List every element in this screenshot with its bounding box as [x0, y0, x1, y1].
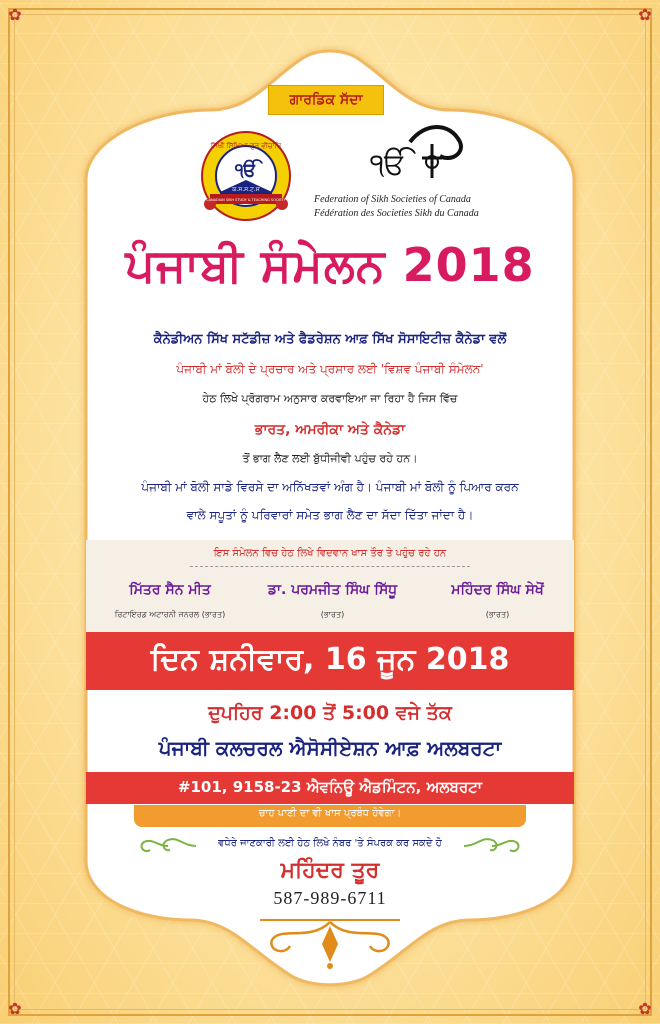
khanda-icon [300, 122, 520, 192]
refreshments-note: ਚਾਹ ਪਾਣੀ ਦਾ ਵੀ ਖਾਸ ਪ੍ਰਬੰਧ ਹੋਵੇਗਾ। [258, 808, 402, 819]
corner-flower-icon: ✿ [8, 999, 22, 1018]
logo-band-text: CANADIAN SIKH STUDY & TEACHING SOCIETY [206, 198, 286, 202]
corner-flower-icon: ✿ [638, 5, 652, 24]
intro-line-countries: ਭਾਰਤ, ਅਮਰੀਕਾ ਅਤੇ ਕੈਨੇਡਾ [254, 422, 406, 438]
intro-line-heritage: ਪੰਜਾਬੀ ਮਾਂ ਬੋਲੀ ਸਾਡੇ ਵਿਰਸੇ ਦਾ ਅਨਿੱਖੜਵਾਂ ਅੰਗ ਹੈ। ਪੰਜਾਬੀ ਮਾਂ ਬੋਲੀ ਨੂੰ ਪਿਆਰ ਕਰਨ [141, 480, 519, 494]
society-logo [200, 130, 292, 222]
contact-phone: 587-989-6711 [273, 888, 387, 908]
contact-intro: ਵਧੇਰੇ ਜਾਣਕਾਰੀ ਲਈ ਹੇਠ ਲਿਖੇ ਨੰਬਰ 'ਤੇ ਸੰਪਰਕ ਕਰ ਸਕਦੇ ਹੋ [218, 838, 442, 849]
corner-flower-icon: ✿ [638, 999, 652, 1018]
guest-name: ਡਾ. ਪਰਮਜੀਤ ਸਿੰਘ ਸਿੱਧੂ [267, 582, 398, 598]
event-title: ਪੰਜਾਬੀ ਸੰਮੇਲਨ 2018 [125, 238, 535, 292]
intro-line-organizers: ਕੈਨੇਡੀਅਨ ਸਿੱਖ ਸਟੱਡੀਜ਼ ਅਤੇ ਫੈਡਰੇਸ਼ਨ ਆਫ਼ ਸਿੱਖ ਸੋਸਾਇਟੀਜ਼ ਕੈਨੇਡਾ ਵਲੋਂ [153, 332, 507, 347]
guest-title: (ਭਾਰਤ) [485, 610, 510, 619]
federation-symbol: ੴ [370, 147, 407, 182]
guest-title: ਰਿਟਾਇਰਡ ਅਟਾਰਨੀ ਜਨਰਲ (ਭਾਰਤ) [114, 610, 226, 619]
intro-line-participants: ਤੋਂ ਭਾਗ ਲੈਣ ਲਈ ਬੁੱਧੀਜੀਵੀ ਪਹੁੰਚ ਰਹੇ ਹਨ। [242, 452, 418, 465]
event-venue: ਪੰਜਾਬੀ ਕਲਚਰਲ ਐਸੋਸੀਏਸ਼ਨ ਆਫ਼ ਅਲਬਰਟਾ [158, 736, 502, 760]
bottom-ornament-icon [250, 912, 410, 972]
federation-name-en: Federation of Sikh Societies of Canada [314, 194, 471, 205]
event-date: ਦਿਨ ਸ਼ਨੀਵਾਰ, 16 ਜੂਨ 2018 [150, 642, 510, 677]
guest-name: ਮਿੱਤਰ ਸੈਨ ਮੀਤ [129, 582, 211, 598]
event-address: #101, 9158-23 ਐਵਨਿਊ ਐਡਮਿੰਟਨ, ਅਲਬਰਟਾ [177, 778, 483, 796]
event-time: ਦੁਪਹਿਰ 2:00 ਤੋਂ 5:00 ਵਜੇ ਤੱਕ [208, 702, 452, 724]
guests-divider [190, 566, 470, 567]
invitation-badge: ਗਾਰਡਿਕ ਸੱਦਾ [268, 85, 384, 115]
contact-name: ਮਹਿੰਦਰ ਤੂਰ [280, 858, 380, 883]
logo-center-symbol: ੴ [235, 160, 257, 181]
intro-line-program: ਹੇਠ ਲਿਖੇ ਪ੍ਰੋਗਰਾਮ ਅਨੁਸਾਰ ਕਰਵਾਇਆ ਜਾ ਰਿਹਾ ਹੈ ਜਿਸ ਵਿੱਚ [202, 392, 458, 405]
federation-logo [300, 122, 520, 222]
right-ornament-icon [462, 834, 522, 858]
federation-name-fr: Fédération des Societies Sikh du Canada [314, 208, 479, 219]
logo-ring-text: ਸਿੱਖੀ ਸਿੱਖਿਆ ਗੁਰ ਵੀਚਾਰਿ [210, 142, 282, 150]
corner-flower-icon: ✿ [8, 5, 22, 24]
logo-abbr: ਕ.ਸ.ਸ.ਟ.ਸ [232, 186, 260, 193]
intro-line-purpose: ਪੰਜਾਬੀ ਮਾਂ ਬੋਲੀ ਦੇ ਪ੍ਰਚਾਰ ਅਤੇ ਪ੍ਰਸਾਰ ਲਈ 'ਵਿਸ਼ਵ ਪੰਜਾਬੀ ਸੰਮੇਲਨ' [176, 362, 484, 376]
guest-title: (ਭਾਰਤ) [320, 610, 345, 619]
intro-line-invite: ਵਾਲੇ ਸਪੂਤਾਂ ਨੂੰ ਪਰਿਵਾਰਾਂ ਸਮੇਤ ਭਾਗ ਲੈਣ ਦਾ ਸੱਦਾ ਦਿੱਤਾ ਜਾਂਦਾ ਹੈ। [186, 508, 474, 522]
guest-name: ਮਹਿੰਦਰ ਸਿੰਘ ਸੇਖੋਂ [451, 582, 544, 598]
guests-heading: ਇਸ ਸੰਮੇਲਨ ਵਿਚ ਹੇਠ ਲਿਖੇ ਵਿਦਵਾਨ ਖਾਸ ਤੌਰ ਤੇ ਪਹੁੰਚ ਰਹੇ ਹਨ [213, 548, 447, 559]
